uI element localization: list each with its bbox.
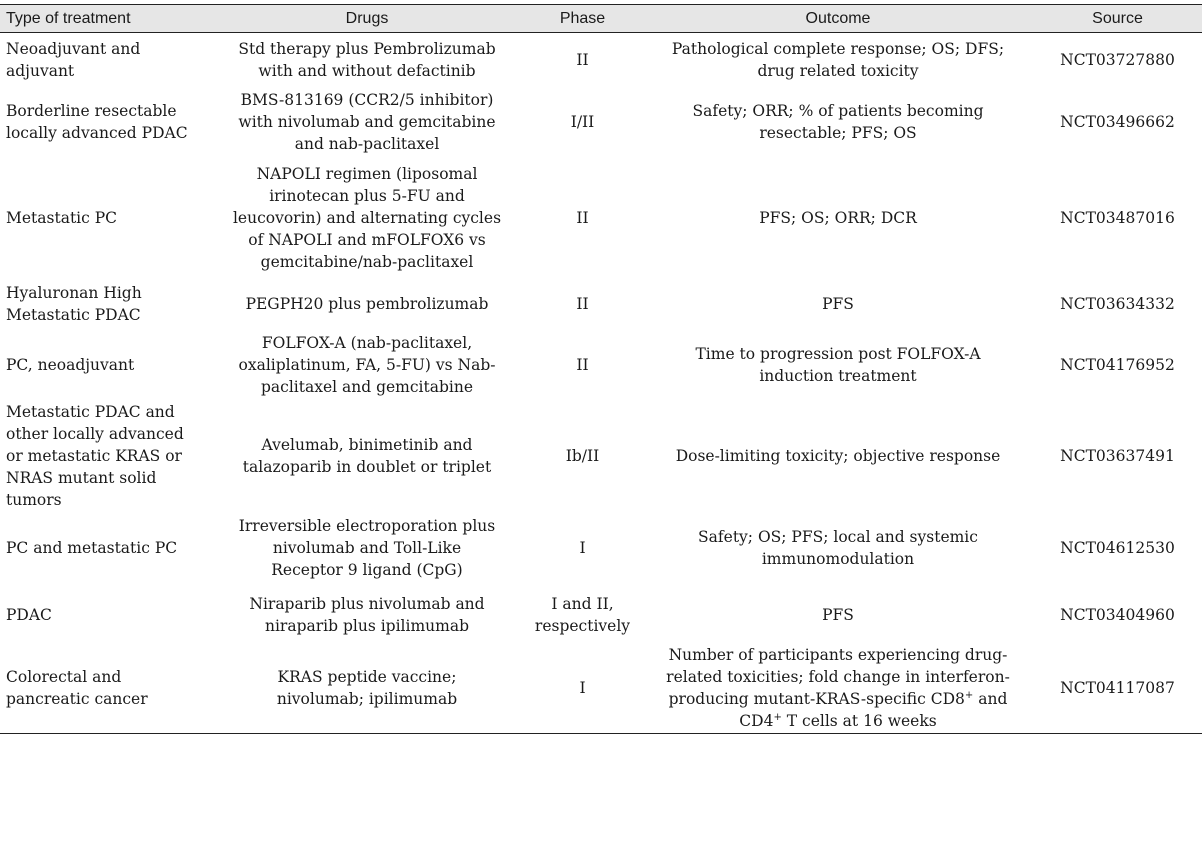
outcome-cell [643, 511, 1033, 586]
outcome-cell-line: PFS [822, 294, 854, 313]
type-cell-line: PC and metastatic PC [6, 539, 178, 557]
type-cell-line: Hyaluronan High [6, 283, 142, 302]
source-cell: NCT03637491 [1060, 446, 1175, 465]
type-cell-line: Metastatic PDAC [6, 305, 141, 324]
outcome-cell-line: PFS [822, 605, 854, 624]
table-row [0, 329, 1202, 401]
type-cell-line: NRAS mutant solid [6, 468, 157, 487]
outcome-cell [643, 329, 1033, 401]
drugs-cell-line: FOLFOX-A (nab-paclitaxel, [261, 333, 473, 352]
phase-cell-line: II [576, 208, 589, 227]
phase-cell-line: II [576, 294, 589, 313]
type-cell [0, 157, 212, 279]
table-row [0, 87, 1202, 157]
phase-cell [522, 644, 643, 734]
drugs-cell-line: nivolumab and Toll-Like [272, 539, 462, 557]
table-row [0, 279, 1202, 329]
source-cell: NCT03496662 [1060, 112, 1175, 131]
table-row [0, 644, 1202, 734]
drugs-cell-line: Receptor 9 ligand (CpG) [271, 561, 463, 579]
drugs-cell-line: of NAPOLI and mFOLFOX6 vs [248, 230, 486, 249]
drugs-cell-line: and nab-paclitaxel [294, 134, 440, 153]
outcome-cell-line: induction treatment [759, 366, 917, 385]
drugs-cell [212, 157, 522, 279]
outcome-cell-line: CD4+ T cells at 16 weeks [739, 712, 937, 731]
drugs-cell-line: irinotecan plus 5-FU and [269, 186, 465, 205]
table-header [0, 5, 1202, 33]
type-cell [0, 401, 212, 511]
outcome-cell [643, 157, 1033, 279]
source-cell: NCT04612530 [1060, 539, 1175, 557]
drugs-cell [212, 401, 522, 511]
clinical-trials-table [0, 4, 1202, 734]
phase-cell [522, 329, 643, 401]
drugs-cell-line: niraparib plus ipilimumab [264, 616, 469, 635]
drugs-cell-line: Irreversible electroporation plus [238, 517, 496, 535]
outcome-cell-line: related toxicities; fold change in interferon- [666, 668, 1010, 687]
drugs-cell-line: NAPOLI regimen (liposomal [256, 164, 478, 183]
header-row [0, 5, 1202, 33]
outcome-cell [643, 401, 1033, 511]
phase-cell-line: II [576, 50, 589, 69]
type-cell-line: tumors [6, 490, 62, 509]
drugs-cell-line: BMS-813169 (CCR2/5 inhibitor) [240, 90, 494, 109]
outcome-cell-line: Time to progression post FOLFOX-A [695, 344, 981, 363]
type-cell [0, 87, 212, 157]
header-type-of-treatment: Type of treatment [0, 5, 212, 33]
type-cell-line: Borderline resectable [6, 101, 177, 120]
type-cell-line: pancreatic cancer [6, 690, 148, 709]
drugs-cell-line: Niraparib plus nivolumab and [249, 594, 485, 613]
source-cell: NCT03727880 [1060, 50, 1175, 69]
outcome-cell-line: drug related toxicity [757, 61, 919, 80]
drugs-cell [212, 329, 522, 401]
source-cell: NCT04117087 [1033, 644, 1202, 734]
outcome-cell-line: Safety; OS; PFS; local and systemic [698, 528, 978, 546]
outcome-cell-line: Dose-limiting toxicity; objective response [675, 446, 1001, 465]
type-cell [0, 511, 212, 586]
outcome-cell [643, 33, 1033, 87]
outcome-cell [643, 586, 1033, 644]
type-cell-line: other locally advanced [6, 424, 184, 443]
type-cell [0, 33, 212, 87]
drugs-cell-line: with and without defactinib [258, 61, 476, 80]
table-body [0, 33, 1202, 734]
drugs-cell [212, 279, 522, 329]
phase-cell-line: I [579, 679, 586, 698]
outcome-cell-line: resectable; PFS; OS [759, 123, 917, 142]
type-cell [0, 586, 212, 644]
outcome-cell-line: Safety; ORR; % of patients becoming [692, 101, 984, 120]
phase-cell-line: I [579, 539, 586, 557]
source-cell: NCT03634332 [1060, 294, 1175, 313]
table-row [0, 33, 1202, 87]
drugs-cell-line: gemcitabine/nab-paclitaxel [260, 252, 474, 271]
phase-cell [522, 511, 643, 586]
phase-cell-line: II [576, 355, 589, 374]
drugs-cell [212, 33, 522, 87]
type-cell-line: or metastatic KRAS or [6, 446, 182, 465]
header-phase: Phase [522, 5, 643, 33]
drugs-cell-line: oxaliplatinum, FA, 5-FU) vs Nab- [238, 355, 496, 374]
table-row [0, 586, 1202, 644]
phase-cell-line: I and II, [551, 594, 614, 613]
header-source: Source [1033, 5, 1202, 33]
phase-cell [522, 279, 643, 329]
phase-cell [522, 87, 643, 157]
type-cell-line: Colorectal and [6, 668, 122, 687]
phase-cell [522, 401, 643, 511]
outcome-cell-line: producing mutant-KRAS-specific CD8+ and [668, 690, 1008, 709]
outcome-cell [643, 87, 1033, 157]
type-cell-line: adjuvant [6, 61, 75, 80]
source-cell: NCT04176952 [1060, 355, 1175, 374]
type-cell-line: Neoadjuvant and [6, 39, 141, 58]
phase-cell [522, 586, 643, 644]
drugs-cell [212, 87, 522, 157]
header-drugs: Drugs [212, 5, 522, 33]
table-row [0, 511, 1202, 586]
drugs-cell [212, 511, 522, 586]
table-row [0, 157, 1202, 279]
drugs-cell-line: Std therapy plus Pembrolizumab [238, 39, 496, 58]
outcome-cell-line: PFS; OS; ORR; DCR [759, 208, 917, 227]
type-cell-line: PC, neoadjuvant [6, 355, 135, 374]
phase-cell [522, 157, 643, 279]
type-cell [0, 279, 212, 329]
phase-cell [522, 33, 643, 87]
drugs-cell-line: leucovorin) and alternating cycles [232, 208, 502, 227]
phase-cell-line: I/II [570, 112, 595, 131]
type-cell-line: Metastatic PC [6, 208, 118, 227]
outcome-cell-line: Number of participants experiencing drug- [668, 646, 1008, 665]
source-cell: NCT03487016 [1060, 208, 1175, 227]
drugs-cell-line: Avelumab, binimetinib and [261, 435, 473, 454]
phase-cell-line: respectively [534, 616, 631, 635]
header-outcome: Outcome [643, 5, 1033, 33]
type-cell-line: PDAC [6, 605, 52, 624]
drugs-cell [212, 644, 522, 734]
type-cell-line: Metastatic PDAC and [6, 402, 175, 421]
drugs-cell-line: KRAS peptide vaccine; [277, 668, 457, 687]
drugs-cell-line: nivolumab; ipilimumab [276, 690, 458, 709]
outcome-cell [643, 279, 1033, 329]
type-cell-line: locally advanced PDAC [6, 123, 188, 142]
drugs-cell-line: paclitaxel and gemcitabine [260, 377, 474, 396]
outcome-cell [643, 644, 1033, 734]
type-cell [0, 644, 212, 734]
table-row [0, 401, 1202, 511]
outcome-cell-line: immunomodulation [761, 550, 915, 568]
type-cell [0, 329, 212, 401]
outcome-cell-line: Pathological complete response; OS; DFS; [671, 39, 1005, 58]
phase-cell-line: Ib/II [565, 446, 600, 465]
source-cell: NCT03404960 [1060, 605, 1175, 624]
drugs-cell-line: talazoparib in doublet or triplet [242, 457, 492, 476]
drugs-cell-line: PEGPH20 plus pembrolizumab [245, 294, 489, 313]
drugs-cell-line: with nivolumab and gemcitabine [238, 112, 496, 131]
drugs-cell [212, 586, 522, 644]
